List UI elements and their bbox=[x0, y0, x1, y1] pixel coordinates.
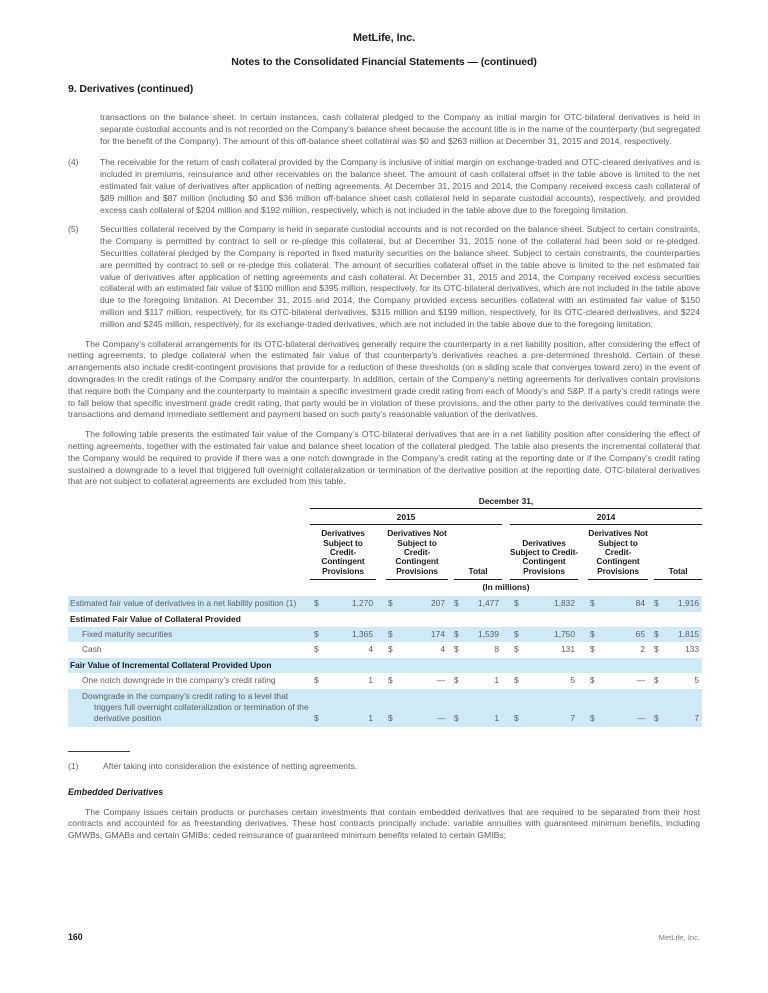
dollar-sign: $ bbox=[454, 598, 459, 609]
dollar-sign: $ bbox=[654, 644, 659, 655]
footnote-5 bbox=[68, 224, 700, 330]
column-spacer bbox=[502, 689, 510, 727]
table-cell bbox=[448, 673, 502, 688]
cell-value: 1,916 bbox=[678, 598, 700, 609]
dollar-sign: $ bbox=[654, 598, 659, 609]
table-cell bbox=[648, 642, 702, 657]
footer-company: MetLife, Inc. bbox=[658, 933, 700, 942]
cell-value: 1,750 bbox=[554, 628, 575, 639]
table-cell bbox=[578, 596, 648, 611]
table-cell bbox=[310, 596, 376, 611]
dollar-sign: $ bbox=[388, 644, 393, 655]
cell-value: 1,832 bbox=[554, 598, 575, 609]
year-2015: 2015 bbox=[310, 509, 502, 525]
page-footer bbox=[68, 932, 700, 942]
table-section-row bbox=[68, 658, 702, 673]
year-group-row bbox=[68, 509, 702, 525]
row-label: Downgrade in the company’s credit rating to a level that triggers full overnight collateralization or termination of the derivative position bbox=[82, 690, 309, 724]
cell-value: 1,815 bbox=[678, 628, 700, 639]
table-cell bbox=[376, 689, 448, 727]
table-cell bbox=[648, 627, 702, 642]
table-cell bbox=[448, 596, 502, 611]
dollar-sign: $ bbox=[514, 675, 519, 686]
dollar-sign: $ bbox=[590, 598, 595, 609]
dollar-sign: $ bbox=[454, 713, 459, 724]
year-2014: 2014 bbox=[510, 509, 702, 525]
col-header-2015-subject: Derivatives Subject to Credit-Contingent Provisions bbox=[310, 525, 376, 581]
table-cell bbox=[376, 596, 448, 611]
footnote-5-text: Securities collateral received by the Company is held in separate custodial accounts and is not recorded on the balance sheet. Subject to certain constraints, the Company is permitted by contract to sell or re-pledge this collateral, but at December 31, 2015 none of the collateral had been sold or re-pledged. Securities collateral pledged by the Company is reported in fixed maturity securities on the balance sheet. Subject to certain constraints, the counterparties are permitted by contract to sell or re-pledge this collateral. The amount of securities collateral offset in the table above is limited to the net estimated fair value of derivatives after application of netting agreements and cash collateral. At December 31, 2015 and 2014, the Company received excess securities collateral with an estimated fair value of $100 million and $395 million, respectively, for its OTC-bilateral derivatives, which are not included in the table above due to the foregoing limitation. At December 31, 2015 and 2014, the Company provided excess securities collateral with an estimated fair value of $150 million and $117 million, respectively, for its OTC-bilateral derivatives, $315 million and $199 million, respectively, for its OTC-cleared derivatives, and $224 million and $245 million, respectively, for its exchange-traded derivatives, which are not included in the table above due to the foregoing limitation. bbox=[100, 224, 700, 329]
table-cell bbox=[510, 673, 578, 688]
dollar-sign: $ bbox=[314, 644, 319, 655]
footnote-3-continuation: transactions on the balance sheet. In certain instances, cash collateral pledged to the Company as initial margin for OTC-bilateral derivatives is held in separate custodial accounts and is not recorded on the Company’s balance sheet because the account title is in the name of the counterparty (but segregated for the benefit of the Company). The amount of this off-balance sheet collateral was $0 and $263 million at December 31, 2015 and 2014, respectively. bbox=[100, 112, 700, 146]
table-cell bbox=[510, 627, 578, 642]
cell-value: 1 bbox=[494, 675, 499, 686]
cell-value: 1 bbox=[368, 675, 373, 686]
table-row bbox=[68, 689, 702, 727]
cell-value: 131 bbox=[561, 644, 575, 655]
cell-value: 8 bbox=[494, 644, 499, 655]
cell-value: 84 bbox=[635, 598, 645, 609]
column-spacer bbox=[502, 627, 510, 642]
col-header-2014-subject: Derivatives Subject to Credit-Contingent Provisions bbox=[510, 525, 578, 581]
dollar-sign: $ bbox=[590, 628, 595, 639]
dollar-sign: $ bbox=[590, 713, 595, 724]
dollar-sign: $ bbox=[388, 713, 393, 724]
dollar-sign: $ bbox=[590, 675, 595, 686]
table-cell bbox=[376, 627, 448, 642]
units-label: (In millions) bbox=[482, 582, 530, 593]
cell-value: 1,270 bbox=[352, 598, 373, 609]
dollar-sign: $ bbox=[654, 628, 659, 639]
table-footnote-1-marker: (1) bbox=[68, 760, 79, 771]
dollar-sign: $ bbox=[388, 628, 393, 639]
table-cell bbox=[310, 689, 376, 727]
header-spacer bbox=[68, 525, 310, 581]
dollar-sign: $ bbox=[514, 628, 519, 639]
table-cell bbox=[310, 673, 376, 688]
table-cell bbox=[448, 689, 502, 727]
cell-value: 174 bbox=[431, 628, 445, 639]
row-label: Fixed maturity securities bbox=[82, 628, 173, 639]
company-title: MetLife, Inc. bbox=[352, 32, 416, 44]
table-header bbox=[68, 496, 702, 596]
dollar-sign: $ bbox=[654, 675, 659, 686]
table-cell bbox=[510, 642, 578, 657]
cell-value: — bbox=[636, 675, 645, 686]
col-header-2014-total: Total bbox=[648, 525, 702, 581]
table-row bbox=[68, 627, 702, 642]
units-row bbox=[68, 580, 702, 596]
table-cell bbox=[578, 673, 648, 688]
table-body bbox=[68, 596, 702, 727]
row-label: One notch downgrade in the company’s credit rating bbox=[82, 675, 276, 686]
cell-value: 133 bbox=[685, 644, 700, 655]
section-heading: 9. Derivatives (continued) bbox=[68, 83, 194, 95]
footnote-divider bbox=[68, 751, 130, 752]
cell-value: 1 bbox=[494, 713, 499, 724]
cell-value: 5 bbox=[570, 675, 575, 686]
table-section-label: Estimated Fair Value of Collateral Provided bbox=[70, 613, 241, 624]
dollar-sign: $ bbox=[388, 675, 393, 686]
col-header-2015-total: Total bbox=[448, 525, 502, 581]
dollar-sign: $ bbox=[454, 644, 459, 655]
cell-value: 207 bbox=[431, 598, 445, 609]
collateral-arrangements-paragraph: The Company’s collateral arrangements for its OTC-bilateral derivatives generally require the counterparty in a net liability position, after considering the effect of netting agreements, to pledge collateral when the estimated fair value of that counterparty’s derivatives reaches a pre-determined threshold. Certain of these arrangements also include credit-contingent provisions that provide for a reduction of these thresholds (on a sliding scale that converges toward zero) in the event of downgrades in the credit ratings of the Company and/or the counterparty. In addition, certain of the Company’s netting agreements for derivatives contain provisions that require both the Company and the counterparty to maintain a specific investment grade credit rating from each of Moody’s and S&P. If a party’s credit ratings were to fall below that specific investment grade credit rating, that party would be in violation of these provisions, and the other party to the derivatives could terminate the transactions and demand immediate settlement and payment based on such party’s reasonable valuation of the derivatives. bbox=[68, 338, 700, 420]
table-footnote-1 bbox=[68, 761, 700, 773]
column-spacer bbox=[502, 509, 510, 525]
embedded-derivatives-paragraph: The Company issues certain products or purchases certain investments that contain embedded derivatives that are required to be separated from their host contracts and accounted for as freestanding derivatives. These host contracts principally include: variable annuities with guaranteed minimum benefits, including GMWBs, GMABs and certain GMIBs; ceded reinsurance of guaranteed minimum benefits related to certain GMIBs; bbox=[68, 806, 700, 841]
column-spacer bbox=[502, 673, 510, 688]
footnote-4-marker: (4) bbox=[68, 157, 79, 168]
cell-value: 1,365 bbox=[352, 628, 373, 639]
cell-value: 7 bbox=[694, 713, 700, 724]
dollar-sign: $ bbox=[388, 598, 393, 609]
dollar-sign: $ bbox=[654, 713, 659, 724]
cell-value: 2 bbox=[640, 644, 645, 655]
cell-value: 4 bbox=[368, 644, 373, 655]
table-cell bbox=[578, 689, 648, 727]
table-cell bbox=[578, 642, 648, 657]
footnote-4-text: The receivable for the return of cash collateral provided by the Company is inclusive of initial margin on exchange-traded and OTC-cleared derivatives and is included in premiums, reinsurance and other receivables on the balance sheet. The amount of cash collateral offset in the table above is limited to the net estimated fair value of derivatives after application of netting agreements. At December 31, 2015 and 2014, the Company received excess cash collateral of $89 million and $87 million (including $0 and $36 million off-balance sheet cash collateral held in separate custodial accounts), respectively, and provided excess cash collateral of $204 million and $192 million, respectively, which is not included in the table above due to the foregoing limitation. bbox=[100, 157, 700, 215]
table-row bbox=[68, 673, 702, 688]
cell-value: 1,477 bbox=[478, 598, 499, 609]
page-number: 160 bbox=[68, 932, 83, 942]
dollar-sign: $ bbox=[514, 644, 519, 655]
table-row bbox=[68, 642, 702, 657]
footnote-5-marker: (5) bbox=[68, 224, 79, 235]
table-cell bbox=[310, 642, 376, 657]
column-header-row bbox=[68, 525, 702, 581]
cell-value: 5 bbox=[694, 675, 700, 686]
table-cell bbox=[510, 689, 578, 727]
table-cell bbox=[310, 627, 376, 642]
col-header-2014-not-subject: Derivatives Not Subject to Credit-Contingent Provisions bbox=[578, 525, 648, 581]
header-spacer bbox=[68, 580, 310, 596]
cell-value: — bbox=[636, 713, 645, 724]
dollar-sign: $ bbox=[514, 598, 519, 609]
row-label: Estimated fair value of derivatives in a net liability position (1) bbox=[70, 598, 297, 609]
table-cell bbox=[648, 673, 702, 688]
column-spacer bbox=[502, 596, 510, 611]
date-header: December 31, bbox=[310, 496, 702, 509]
dollar-sign: $ bbox=[314, 598, 319, 609]
table-cell bbox=[448, 627, 502, 642]
otc-bilateral-collateral-table bbox=[68, 496, 702, 727]
cell-value: 1 bbox=[368, 713, 373, 724]
table-row bbox=[68, 596, 702, 611]
table-cell bbox=[376, 642, 448, 657]
table-section-row bbox=[68, 612, 702, 627]
col-header-2015-not-subject: Derivatives Not Subject to Credit-Contingent Provisions bbox=[376, 525, 448, 581]
cell-value: — bbox=[436, 675, 445, 686]
table-footnote-1-text: After taking into consideration the existence of netting agreements. bbox=[103, 760, 358, 771]
header-spacer bbox=[68, 496, 310, 509]
table-cell bbox=[578, 627, 648, 642]
dollar-sign: $ bbox=[454, 628, 459, 639]
cell-value: 7 bbox=[570, 713, 575, 724]
cell-value: — bbox=[436, 713, 445, 724]
table-intro-paragraph: The following table presents the estimated fair value of the Company’s OTC-bilateral derivatives that are in a net liability position after considering the effect of netting agreements, together with the estimated fair value and balance sheet location of the collateral pledged. The table also presents the incremental collateral that the Company would be required to provide if there was a one notch downgrade in the Company’s credit rating at the reporting date or if the Company’s credit rating sustained a downgrade to a level that triggered full overnight collateralization or termination of the derivative position at the reporting date. OTC-bilateral derivatives that are not subject to collateral agreements are excluded from this table. bbox=[68, 429, 700, 487]
footnote-4 bbox=[68, 157, 700, 216]
dollar-sign: $ bbox=[514, 713, 519, 724]
column-spacer bbox=[502, 525, 510, 581]
dollar-sign: $ bbox=[590, 644, 595, 655]
table-section-label: Fair Value of Incremental Collateral Provided Upon bbox=[70, 659, 272, 670]
table-cell bbox=[510, 596, 578, 611]
cell-value: 65 bbox=[635, 628, 645, 639]
table-cell bbox=[648, 689, 702, 727]
dollar-sign: $ bbox=[454, 675, 459, 686]
table-cell bbox=[376, 673, 448, 688]
header-spacer bbox=[68, 509, 310, 525]
document-title: Notes to the Consolidated Financial Statements — (continued) bbox=[231, 56, 537, 68]
table-cell bbox=[448, 642, 502, 657]
dollar-sign: $ bbox=[314, 628, 319, 639]
row-label: Cash bbox=[82, 644, 102, 655]
dollar-sign: $ bbox=[314, 713, 319, 724]
date-header-row bbox=[68, 496, 702, 509]
table-cell bbox=[648, 596, 702, 611]
column-spacer bbox=[502, 642, 510, 657]
embedded-derivatives-heading: Embedded Derivatives bbox=[68, 786, 164, 797]
cell-value: 1,539 bbox=[478, 628, 499, 639]
dollar-sign: $ bbox=[314, 675, 319, 686]
cell-value: 4 bbox=[440, 644, 445, 655]
